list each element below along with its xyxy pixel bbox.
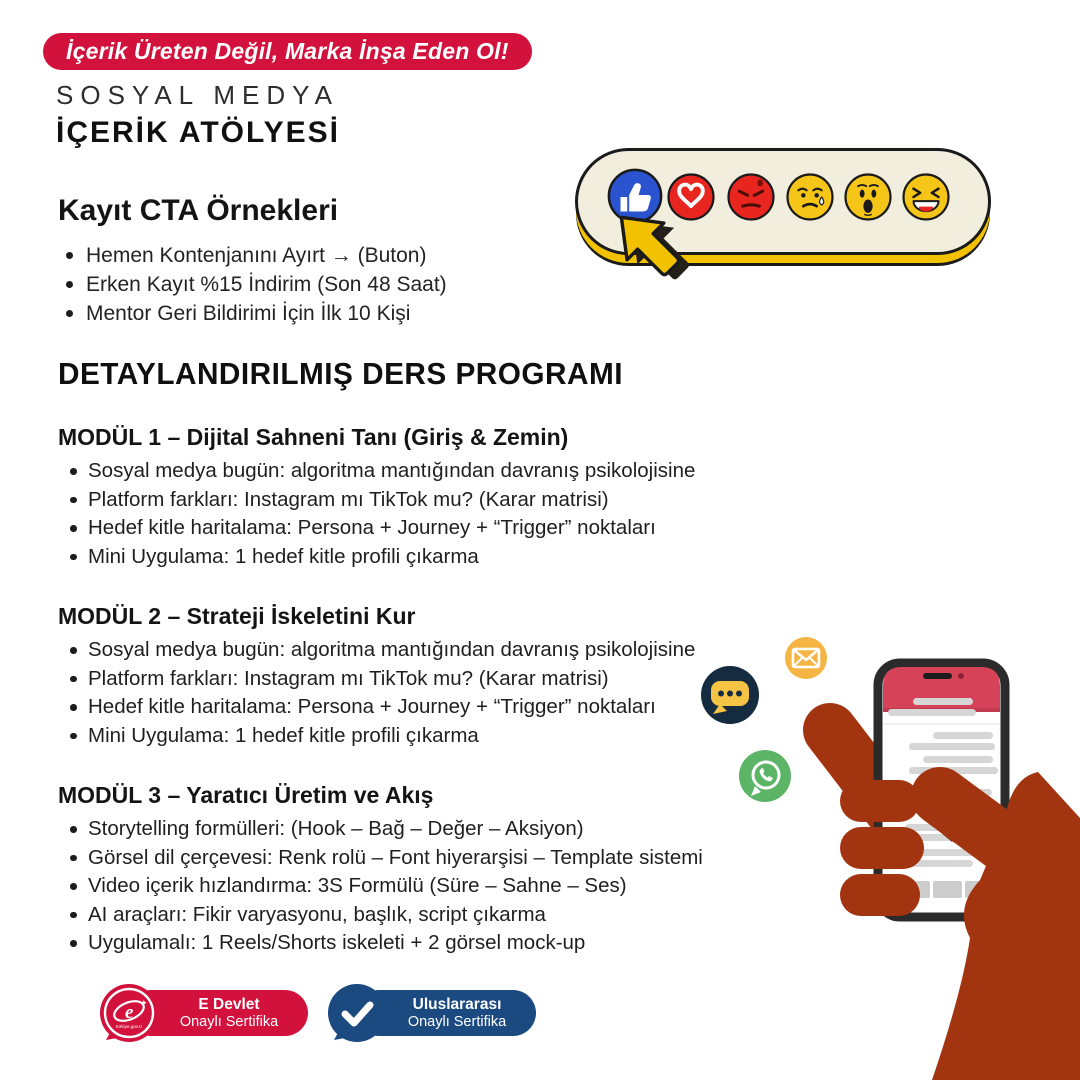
module-title: MODÜL 2 – Strateji İskeletini Kur	[58, 603, 416, 629]
mail-icon	[785, 637, 827, 679]
cert-international	[328, 984, 536, 1042]
brand-subtitle: SOSYAL MEDYA	[56, 80, 339, 110]
cert-line1: E Devlet	[198, 995, 260, 1013]
list-item: Hedef kitle haritalama: Persona + Journey + “Trigger” noktaları	[58, 693, 738, 722]
top-badge-label: İçerik Üreten Değil, Marka İnşa Eden Ol!	[66, 38, 509, 64]
list-item: Erken Kayıt %15 İndirim (Son 48 Saat)	[58, 270, 618, 299]
edevlet-caption: türkiye.gov.tr	[116, 1024, 142, 1029]
hand-holding-phone-illustration	[690, 620, 1080, 1080]
list-item: Hedef kitle haritalama: Persona + Journey + “Trigger” noktaları	[58, 514, 738, 543]
modules-container	[58, 424, 738, 990]
cert-line2: Onaylı Sertifika	[179, 1013, 279, 1030]
cursor-arrow-icon	[604, 206, 704, 306]
list-item: AI araçları: Fikir varyasyonu, başlık, script çıkarma	[58, 901, 738, 930]
hand	[840, 772, 1080, 1080]
cert-line2: Onaylı Sertifika	[407, 1013, 507, 1030]
wow-face-icon	[843, 172, 893, 222]
list-item: Uygulamalı: 1 Reels/Shorts iskeleti + 2 görsel mock-up	[58, 929, 738, 958]
list-item: Video içerik hızlandırma: 3S Formülü (Süre – Sahne – Ses)	[58, 872, 738, 901]
check-icon	[328, 984, 386, 1042]
cert-edevlet	[100, 984, 308, 1042]
sad-face-icon	[785, 172, 835, 222]
list-item: Mentor Geri Bildirimi İçin İlk 10 Kişi	[58, 299, 618, 328]
module-section	[58, 782, 738, 958]
list-item: Sosyal medya bugün: algoritma mantığından davranış psikolojisine	[58, 457, 738, 486]
cta-list	[58, 241, 618, 328]
module-list	[58, 457, 738, 571]
module-title: MODÜL 1 – Dijital Sahneni Tanı (Giriş & Zemin)	[58, 424, 569, 450]
list-item: Sosyal medya bugün: algoritma mantığından davranış psikolojisine	[58, 636, 738, 665]
cta-section	[58, 194, 618, 328]
svg-text:e: e	[125, 1002, 134, 1023]
program-title: DETAYLANDIRILMIŞ DERS PROGRAMI	[58, 356, 623, 391]
module-list	[58, 815, 738, 958]
whatsapp-icon	[739, 750, 791, 802]
top-badge	[43, 33, 532, 70]
certificates-row	[100, 984, 536, 1042]
brand-title: İÇERİK ATÖLYESİ	[56, 116, 340, 149]
cert-line1: Uluslararası	[412, 995, 502, 1013]
cta-title: Kayıt CTA Örnekleri	[58, 194, 339, 227]
module-section	[58, 603, 738, 750]
angry-face-icon	[726, 172, 776, 222]
svg-text:✦: ✦	[140, 998, 148, 1008]
brand-block	[56, 80, 340, 150]
list-item: Görsel dil çerçevesi: Renk rolü – Font hiyerarşisi – Template sistemi	[58, 844, 738, 873]
list-item: Hemen Kontenjanını Ayırt → (Buton)	[58, 241, 618, 270]
chat-bubble-icon	[701, 666, 759, 724]
list-item: Mini Uygulama: 1 hedef kitle profili çıkarma	[58, 543, 738, 572]
list-item: Platform farkları: Instagram mı TikTok mu? (Karar matrisi)	[58, 665, 738, 694]
list-item: Mini Uygulama: 1 hedef kitle profili çıkarma	[58, 722, 738, 751]
list-item: Platform farkları: Instagram mı TikTok mu? (Karar matrisi)	[58, 486, 738, 515]
edevlet-logo-icon	[100, 984, 158, 1042]
module-list	[58, 636, 738, 750]
module-title: MODÜL 3 – Yaratıcı Üretim ve Akış	[58, 782, 434, 808]
haha-face-icon	[901, 172, 951, 222]
module-section	[58, 424, 738, 571]
list-item: Storytelling formülleri: (Hook – Bağ – Değer – Aksiyon)	[58, 815, 738, 844]
